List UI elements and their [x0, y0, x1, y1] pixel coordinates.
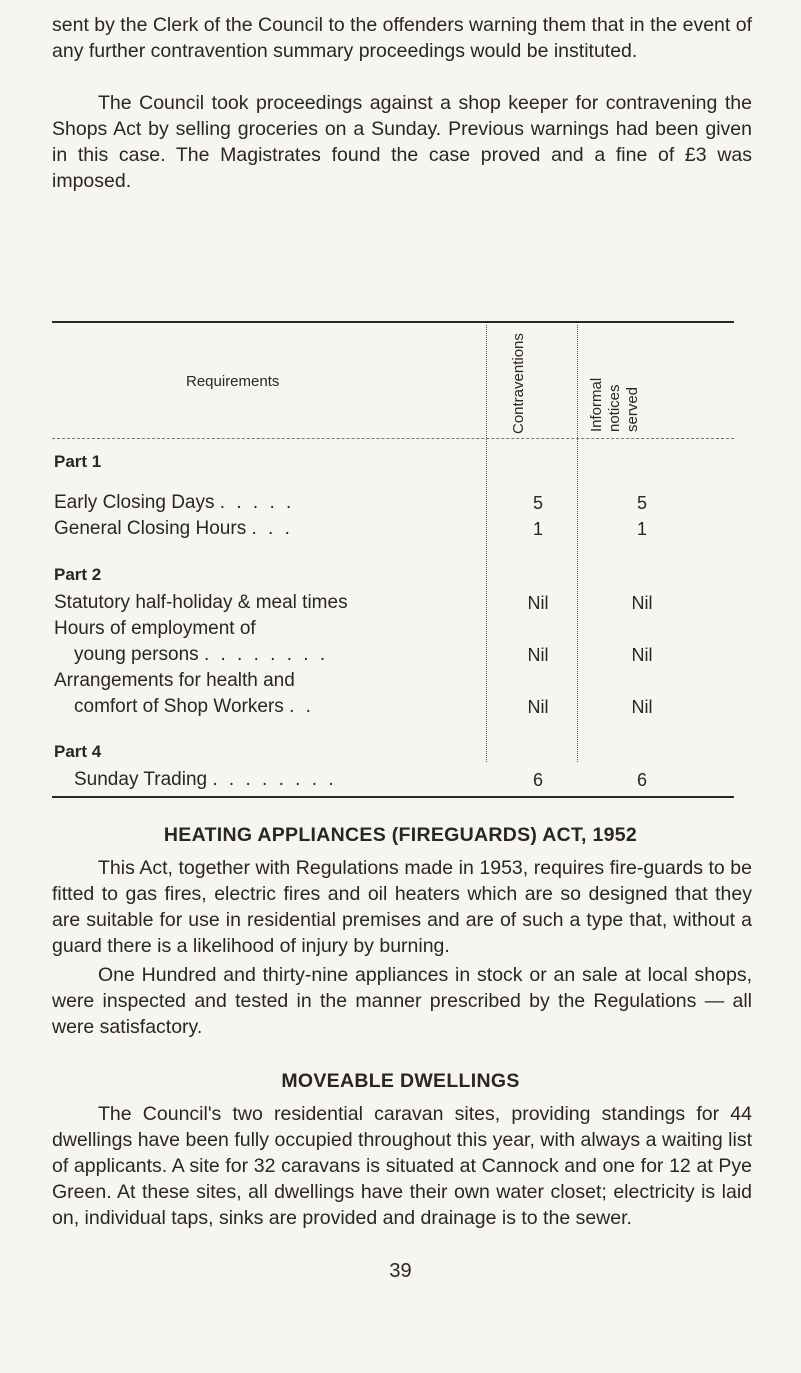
intro-paragraph-1: sent by the Clerk of the Council to the offenders warning them that in the event of any further contravention summary proceedings would be instituted.: [52, 14, 752, 62]
table-row: [74, 644, 328, 666]
header-notices: notices: [606, 384, 623, 432]
header-divider-rule: [52, 438, 734, 439]
leader-dots: . . . . . . . .: [212, 769, 337, 790]
notices-value: 6: [636, 770, 647, 790]
moveable-paragraph-1: The Council's two residential caravan sites, providing standings for 44 dwellings have been fully occupied throughout this year, with always a waiting list of applicants. A site for 32 caravans is situated at Cannock and one for 12 at Pye Green. At these sites, all dwellings have their own water closet; electricity is laid on, individual taps, sinks are provided and drainage is to the sewer.: [52, 1103, 752, 1229]
leader-dots: . . . . . . . .: [203, 644, 329, 665]
row-label: Early Closing Days: [54, 492, 215, 513]
notices-value: 5: [636, 493, 647, 513]
row-label: Sunday Trading: [74, 769, 208, 790]
table-row: [54, 592, 348, 614]
leader-dots: . . .: [251, 518, 293, 539]
leader-dots: . . . . .: [219, 492, 295, 513]
heating-appliances-heading: HEATING APPLIANCES (FIREGUARDS) ACT, 1952: [163, 824, 638, 846]
part-1-heading: Part 1: [54, 452, 102, 471]
moveable-dwellings-heading: MOVEABLE DWELLINGS: [281, 1070, 520, 1092]
header-informal: Informal: [588, 377, 605, 432]
header-requirements: Requirements: [186, 373, 280, 390]
row-label: young persons: [74, 644, 199, 665]
notices-value: 1: [636, 519, 647, 539]
row-label-line: Arrangements for health and: [54, 670, 295, 691]
row-label: General Closing Hours: [54, 518, 247, 539]
heating-paragraph-2: One Hundred and thirty-nine appliances in stock or an sale at local shops, were inspected and tested in the manner prescribed by the Regulations — all were satisfactory.: [52, 964, 752, 1038]
contraventions-value: 5: [532, 493, 543, 513]
notices-value: Nil: [631, 645, 653, 665]
notices-value: Nil: [631, 593, 653, 613]
table-row: [54, 518, 293, 540]
table-bottom-rule: [52, 796, 734, 798]
row-label: comfort of Shop Workers: [74, 696, 284, 717]
header-contraventions: Contraventions: [510, 333, 527, 434]
header-served: served: [624, 386, 641, 432]
table-row: [74, 696, 314, 718]
table-row: [54, 492, 294, 514]
contraventions-value: 1: [532, 519, 543, 539]
page-number: 39: [389, 1260, 412, 1282]
column-divider: [486, 325, 487, 762]
leader-dots: . .: [289, 696, 314, 717]
column-divider: [577, 325, 578, 762]
part-4-heading: Part 4: [54, 742, 102, 761]
contraventions-value: Nil: [527, 697, 549, 717]
part-2-heading: Part 2: [54, 565, 102, 584]
row-label-line: Hours of employment of: [54, 618, 256, 639]
contraventions-value: Nil: [527, 645, 549, 665]
notices-value: Nil: [631, 697, 653, 717]
table-top-rule: [52, 321, 734, 323]
contraventions-value: Nil: [527, 593, 549, 613]
heating-paragraph-1: This Act, together with Regulations made in 1953, requires fire-guards to be fitted to gas fires, electric fires and oil heaters which are so designed that they are suitable for use in residential premises and are of such a type that, without a guard there is a likelihood of injury by burning.: [52, 857, 752, 957]
contraventions-value: 6: [532, 770, 543, 790]
row-label: Statutory half-holiday & meal times: [54, 592, 348, 613]
intro-paragraph-2: The Council took proceedings against a shop keeper for contravening the Shops Act by selling groceries on a Sunday. Previous warnings had been given in this case. The Magistrates found the case proved and a fine of £3 was imposed.: [52, 92, 752, 192]
table-row: [74, 769, 337, 791]
